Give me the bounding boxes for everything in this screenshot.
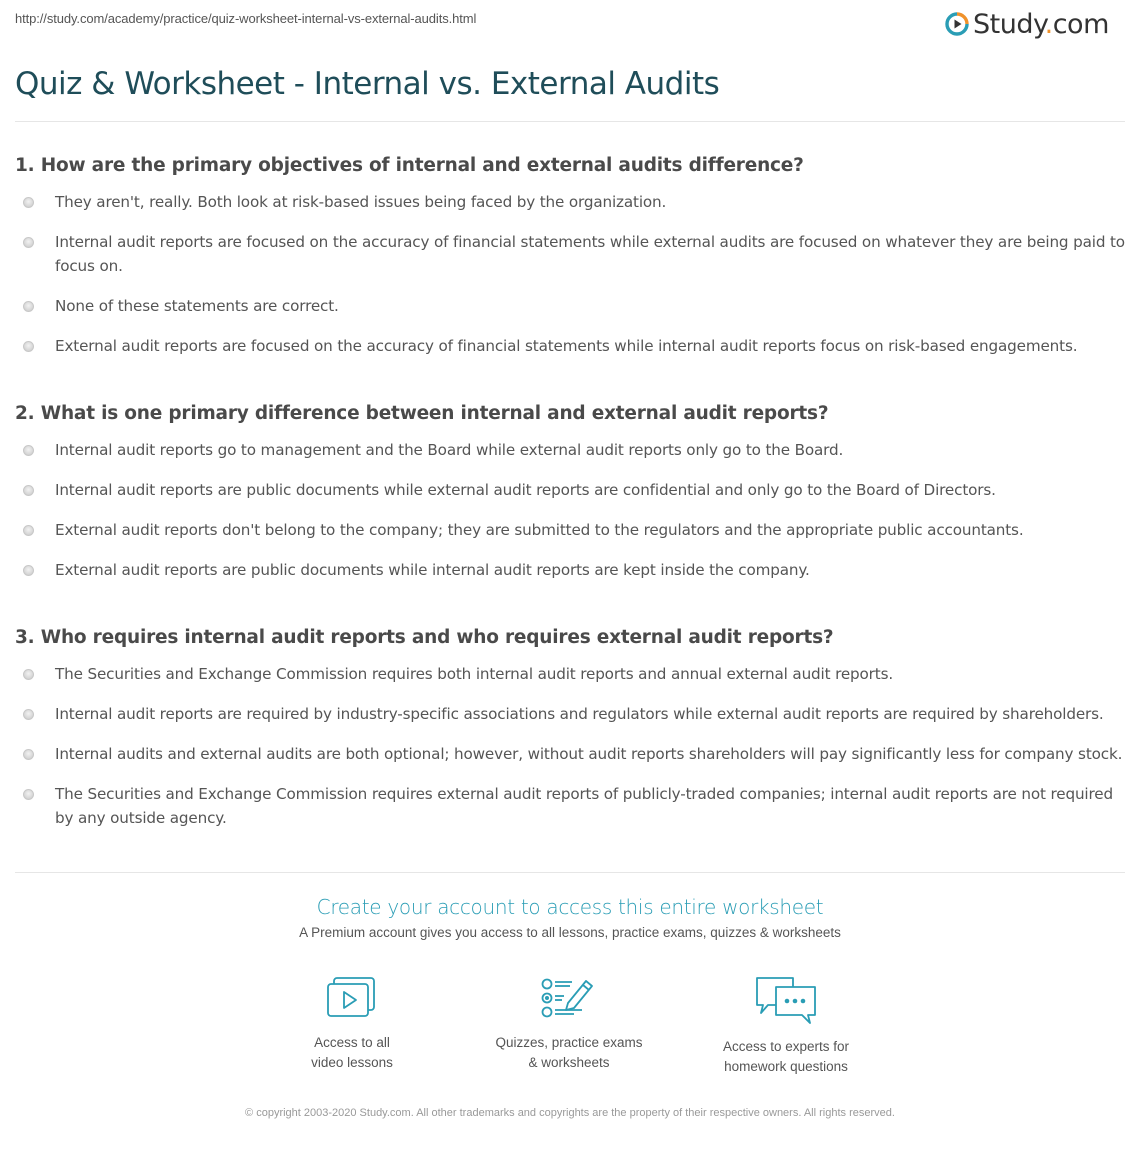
copyright-footer: © copyright 2003-2020 Study.com. All other trademarks and copyrights are the property of their respective owners. All rights reserved. (245, 1107, 895, 1119)
question-title: 2. What is one primary difference between internal and external audit reports? (15, 403, 829, 424)
answer-option[interactable] (15, 190, 1125, 214)
radio-button-icon[interactable] (23, 197, 34, 208)
answer-text: Internal audit reports are required by industry-specific associations and regulators while external audit reports are required by shareholders. (55, 705, 1104, 723)
cta-subtitle: A Premium account gives you access to all lessons, practice exams, quizzes & worksheets (299, 925, 841, 940)
radio-button-icon[interactable] (23, 301, 34, 312)
answer-text: They aren't, really. Both look at risk-based issues being faced by the organization. (55, 193, 667, 211)
logo-name: Study (973, 8, 1045, 40)
feature-experts (691, 975, 881, 1077)
answer-text: External audit reports don't belong to the company; they are submitted to the regulators and the appropriate public accountants. (55, 521, 1024, 539)
answer-option[interactable] (15, 702, 1125, 726)
answer-option[interactable] (15, 478, 1125, 502)
radio-button-icon[interactable] (23, 485, 34, 496)
question-3 (15, 627, 1125, 846)
feature-video-lessons (257, 975, 447, 1073)
question-title: 1. How are the primary objectives of internal and external audits difference? (15, 155, 804, 176)
feature-label (257, 1033, 447, 1073)
video-lessons-icon (325, 975, 379, 1021)
signup-cta (0, 895, 1140, 940)
radio-button-icon[interactable] (23, 565, 34, 576)
logo-wordmark (973, 9, 1109, 40)
answer-text: Internal audits and external audits are both optional; however, without audit reports shareholders will pay significantly less for company stock. (55, 745, 1123, 763)
answer-text: Internal audit reports are focused on the accuracy of financial statements while external audits are focused on whatever they are being paid to focus on. (55, 233, 1125, 275)
answer-text: None of these statements are correct. (55, 297, 339, 315)
radio-button-icon[interactable] (23, 789, 34, 800)
page-url: http://study.com/academy/practice/quiz-worksheet-internal-vs-external-audits.html (15, 11, 477, 26)
answer-option[interactable] (15, 558, 1125, 582)
answer-option[interactable] (15, 294, 1125, 318)
question-title: 3. Who requires internal audit reports and who requires external audit reports? (15, 627, 834, 648)
radio-button-icon[interactable] (23, 445, 34, 456)
answer-option[interactable] (15, 518, 1125, 542)
radio-button-icon[interactable] (23, 525, 34, 536)
radio-button-icon[interactable] (23, 237, 34, 248)
feature-quizzes (474, 975, 664, 1073)
logo-dot: . (1044, 8, 1053, 40)
answer-option[interactable] (15, 782, 1125, 830)
answer-text: External audit reports are public documents while internal audit reports are kept inside the company. (55, 561, 810, 579)
answer-text: External audit reports are focused on the accuracy of financial statements while internal audit reports focus on risk-based engagements. (55, 337, 1078, 355)
answer-option[interactable] (15, 230, 1125, 278)
answer-option[interactable] (15, 662, 1125, 686)
cta-divider (15, 872, 1125, 873)
page-title: Quiz & Worksheet - Internal vs. External Audits (15, 66, 720, 102)
radio-button-icon[interactable] (23, 709, 34, 720)
radio-button-icon[interactable] (23, 341, 34, 352)
answer-option[interactable] (15, 742, 1125, 766)
question-2 (15, 403, 1125, 598)
answer-text: The Securities and Exchange Commission requires external audit reports of publicly-traded companies; internal audit reports are not required by any outside agency. (55, 785, 1113, 827)
quiz-checklist-icon (540, 975, 598, 1021)
feature-label-line: homework questions (724, 1059, 848, 1074)
feature-label-line: Access to all (314, 1035, 390, 1050)
feature-label (474, 1033, 664, 1073)
feature-label (691, 1037, 881, 1077)
feature-label-line: Access to experts for (722, 1039, 850, 1054)
answer-text: The Securities and Exchange Commission requires both internal audit reports and annual external audit reports. (55, 665, 894, 683)
feature-label-line: & worksheets (528, 1055, 610, 1070)
answer-text: Internal audit reports are public documents while external audit reports are confidential and only go to the Board of Directors. (55, 481, 996, 499)
logo-tld: com (1052, 8, 1109, 40)
answer-option[interactable] (15, 438, 1125, 462)
feature-label-line: video lessons (311, 1055, 393, 1070)
chat-bubbles-icon (754, 975, 818, 1025)
answer-option[interactable] (15, 334, 1125, 358)
radio-button-icon[interactable] (23, 669, 34, 680)
play-ring-logo-icon (945, 12, 969, 36)
feature-label-line: Quizzes, practice exams (495, 1035, 643, 1050)
radio-button-icon[interactable] (23, 749, 34, 760)
study-logo[interactable] (945, 7, 1109, 41)
answer-text: Internal audit reports go to management and the Board while external audit reports only go to the Board. (55, 441, 844, 459)
title-divider (15, 121, 1125, 122)
question-1 (15, 155, 1125, 374)
cta-title-link[interactable]: Create your account to access this entire worksheet (316, 895, 824, 919)
